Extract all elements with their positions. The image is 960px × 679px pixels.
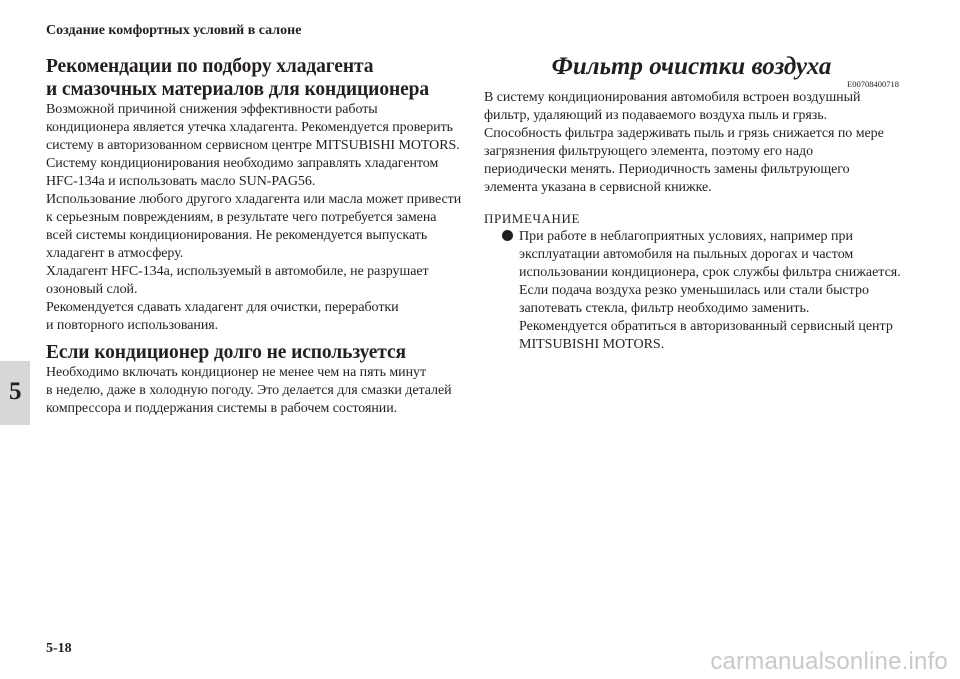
text-line: загрязнения фильтрующего элемента, поэтому его надо	[484, 144, 814, 159]
text-line: Использование любого другого хладагента или масла может привести	[46, 192, 462, 207]
text-line: компрессора и поддержания системы в рабочем состоянии.	[46, 401, 398, 416]
text-line: и повторного использования.	[46, 318, 219, 333]
bullet-icon	[502, 230, 513, 241]
text-line: Способность фильтра задерживать пыль и грязь снижается по мере	[484, 126, 884, 141]
left-column	[46, 55, 466, 418]
note-line: эксплуатации автомобиля на пыльных дорогах и частом	[519, 247, 854, 262]
section-code: E00708400718	[847, 79, 899, 89]
text-line: всей системы кондиционирования. Не рекомендуется выпускать	[46, 228, 428, 243]
title-line: и смазочных материалов для кондиционера	[46, 79, 430, 100]
section-title-air-filter: Фильтр очистки воздуха	[551, 53, 832, 80]
page-number: 5-18	[46, 641, 72, 656]
text-line: элемента указана в сервисной книжке.	[484, 180, 712, 195]
text-line: к серьезным повреждениям, в результате чего потребуется замена	[46, 210, 437, 225]
text-line: фильтр, удаляющий из подаваемого воздуха пыль и грязь.	[484, 108, 828, 123]
section-body-unused-ac	[46, 364, 466, 418]
text-line: кондиционера является утечка хладагента. Рекомендуется проверить	[46, 120, 454, 135]
title-line: Рекомендации по подбору хладагента	[46, 56, 374, 77]
note-line: Если подача воздуха резко уменьшилась или стали быстро	[519, 283, 869, 298]
chapter-tab	[0, 361, 30, 425]
watermark: carmanualsonline.info	[710, 648, 948, 675]
text-line: Рекомендуется сдавать хладагент для очистки, переработки	[46, 300, 399, 315]
right-column	[484, 55, 899, 354]
text-line: В систему кондиционирования автомобиля встроен воздушный	[484, 90, 861, 105]
text-line: хладагент в атмосферу.	[46, 246, 184, 261]
section-title-unused-ac: Если кондиционер долго не используется	[46, 342, 406, 363]
text-line: систему в авторизованном сервисном центре MITSUBISHI MOTORS.	[46, 138, 460, 153]
text-line: озоновый слой.	[46, 282, 138, 297]
running-header: Создание комфортных условий в салоне	[46, 23, 302, 38]
section-body-refrigerant	[46, 101, 466, 335]
text-line: Систему кондиционирования необходимо заправлять хладагентом	[46, 156, 439, 171]
note-line: использовании кондиционера, срок службы фильтра снижается.	[519, 265, 901, 280]
note-block	[484, 228, 899, 354]
note-line: При работе в неблагоприятных условиях, например при	[519, 229, 854, 244]
text-line: периодически менять. Периодичность замены фильтрующего	[484, 162, 850, 177]
note-line: запотевать стекла, фильтр необходимо заменить.	[519, 301, 810, 316]
section-body-air-filter	[484, 89, 899, 197]
note-line: MITSUBISHI MOTORS.	[519, 337, 665, 352]
text-line: Возможной причиной снижения эффективности работы	[46, 102, 378, 117]
text-line: HFC-134a и использовать масло SUN-PAG56.	[46, 174, 316, 189]
text-line: Хладагент HFC-134a, используемый в автомобиле, не разрушает	[46, 264, 429, 279]
chapter-number: 5	[9, 378, 22, 405]
note-label: ПРИМЕЧАНИЕ	[484, 211, 581, 226]
text-line: Необходимо включать кондиционер не менее чем на пять минут	[46, 365, 427, 380]
section-title-refrigerant	[46, 55, 466, 101]
note-line: Рекомендуется обратиться в авторизованный сервисный центр	[519, 319, 893, 334]
text-line: в неделю, даже в холодную погоду. Это делается для смазки деталей	[46, 383, 452, 398]
